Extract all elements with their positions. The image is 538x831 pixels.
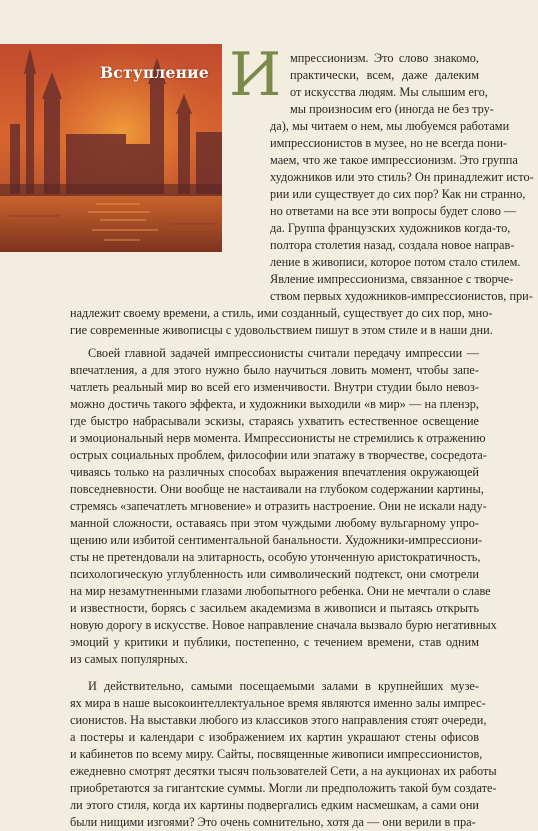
painting-illustration xyxy=(0,44,222,252)
text-line: мпрессионизм. Это слово знакомо, xyxy=(290,51,479,65)
text-line: ством первых художников-импрессионистов, при- xyxy=(270,289,533,303)
text-line: где быстро набрасывали эскизы, стараясь ухватить естественное освещение xyxy=(70,414,479,428)
text-line: новую дорогу в искусстве. Новое направление сначала вызвало бурю негативных xyxy=(70,618,497,632)
text-line: повседневности. Они вообще не настаивали на глубоком содержании картины, xyxy=(70,482,484,496)
text-line: импрессионистов в музее, но не всегда пони- xyxy=(270,136,508,150)
text-line: мы произносим его (иногда не без тру- xyxy=(290,102,494,116)
text-line: и известности, борясь с засильем академизма в живописи и пытаясь открыть xyxy=(70,601,479,615)
text-line: И действительно, самыми посещаемыми залами в крупнейших музе- xyxy=(88,679,479,693)
text-line: на мир незамутненными глазами любопытного ребенка. Они не мечтали о славе xyxy=(70,584,491,598)
text-line: ли этого стиля, когда их картины подвергались едким насмешкам, а сами они xyxy=(70,798,479,812)
text-line: из самых популярных. xyxy=(70,652,188,666)
text-line: манной сложности, оставаясь при этом чуждыми любому вульгарному упро- xyxy=(70,516,479,530)
text-line: от искусства людям. Мы слышим его, xyxy=(290,85,488,99)
text-line: сты не претендовали на элитарность, особую утонченную аристократичность, xyxy=(70,550,481,564)
text-line: надлежит своему времени, а стиль, ими созданный, существует до сих пор, мно- xyxy=(70,306,493,320)
text-line: Своей главной задачей импрессионисты считали передачу импрессии — xyxy=(88,346,479,360)
text-line: Явление импрессионизма, связанное с творче- xyxy=(270,272,514,286)
text-line: полтора столетия назад, создала новое направ- xyxy=(270,238,515,252)
text-line: щению или избитой сентиментальной банальности. Художники-импрессиони- xyxy=(70,533,483,547)
text-line: были нищими изгоями? Это очень сомнительно, хотя да — они верили в пра- xyxy=(70,815,476,829)
text-line: рии или существует до сих пор? Как ни странно, xyxy=(270,187,526,201)
text-line: практически, всем, даже далеким xyxy=(290,68,479,82)
text-line: впечатления, а для этого нужно было научиться ловить момент, чтобы запе- xyxy=(70,363,479,377)
text-line: приобретаются за гигантские суммы. Могли ли предположить такой бум создате- xyxy=(70,781,497,795)
text-line: да), мы читаем о нем, мы любуемся работами xyxy=(270,119,510,133)
text-line: психологическую углубленность или символический подтекст, они смотрели xyxy=(70,567,479,581)
chapter-title: Вступление xyxy=(100,63,209,82)
text-line: стремясь «запечатлеть мгновение» и отразить настроение. Они не искали наду- xyxy=(70,499,487,513)
text-line: гие современные живописцы с удовольствием пишут в этом стиле и в наши дни. xyxy=(70,323,493,337)
text-line: ях мира в наше высокоинтеллектуальное время являются именно залы импрес- xyxy=(70,696,486,710)
drop-cap: И xyxy=(229,40,282,110)
text-line: эмоций у критики и публики, постепенно, с течением времени, став одним xyxy=(70,635,479,649)
text-line: маем, что же такое импрессионизм. Это группа xyxy=(270,153,518,167)
text-line: острых социальных проблем, философии или эпатажу в творчестве, сосредота- xyxy=(70,448,487,462)
text-line: чиваясь только на различных способах выражения впечатления окружающей xyxy=(70,465,479,479)
text-line: можно достичь такого эффекта, и художники выходили «в мир» — на пленэр, xyxy=(70,397,479,411)
text-line: сионистов. На выставки любого из классиков этого направления стоят очереди, xyxy=(70,713,487,727)
text-line: ежедневно смотрят десятки тысяч пользователей Сети, а на аукционах их работы xyxy=(70,764,497,778)
text-line: но ответами на все эти вопросы будет слово — xyxy=(270,204,517,218)
text-line: чатлеть реальный мир во всей его изменчивости. Внутри студии было невоз- xyxy=(70,380,479,394)
text-line: и эмоциональный нерв момента. Импрессионисты не стремились к отражению xyxy=(70,431,486,445)
text-line: ление в живописи, которое потом стало стилем. xyxy=(270,255,521,269)
text-line: художников или это стиль? Он принадлежит исто- xyxy=(270,170,534,184)
text-line: да. Группа французских художников когда-то, xyxy=(270,221,511,235)
text-line: и кабинетов по всему миру. Сайты, посвященные живописи импрессионистов, xyxy=(70,747,483,761)
text-line: а постеры и календари с изображением их картин украшают стены офисов xyxy=(70,730,479,744)
